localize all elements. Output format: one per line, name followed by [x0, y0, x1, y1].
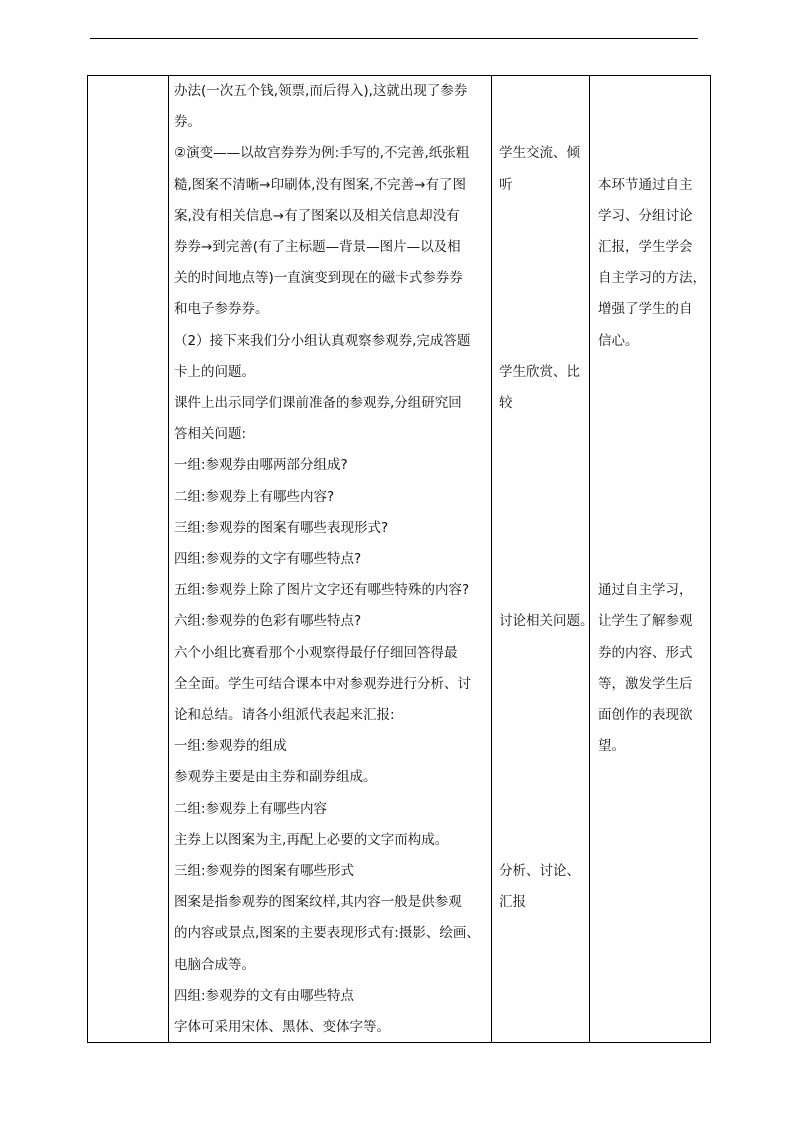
content-line: 三组:参观券的图案有哪些形式 — [174, 863, 355, 879]
content-line: 二组:参观券上有哪些内容? — [174, 488, 335, 505]
student-activity-line: 学生交流、倾 — [499, 145, 580, 162]
design-note-line: 券的内容、形式 — [598, 644, 693, 661]
content-line: 字体可采用宋体、黑体、变体字等。 — [174, 1019, 390, 1035]
design-note-line: 汇报，学生学会 — [598, 239, 693, 255]
design-note-line: 信心。 — [598, 332, 639, 349]
content-line: 六组:参观券的色彩有哪些特点? — [174, 613, 362, 630]
content-line: （2）接下来我们分小组认真观察参观券,完成答题 — [174, 332, 471, 349]
content-line: 论和总结。请各小组派代表起来汇报: — [174, 707, 395, 723]
content-line: 的内容或景点,图案的主要表现形式有:摄影、绘画、 — [174, 925, 480, 942]
header-rule — [90, 38, 698, 39]
content-line: 全全面。学生可结合课本中对参观券进行分析、讨 — [174, 675, 471, 692]
student-activity-cell — [492, 76, 594, 1043]
content-line: 三组:参观券的图案有哪些表现形式? — [174, 519, 389, 536]
content-line: 二组:参观券上有哪些内容 — [174, 800, 328, 817]
design-note-line: 通过自主学习， — [598, 582, 693, 599]
design-intent-cell — [590, 76, 711, 1043]
content-line: 四组:参观券的文字有哪些特点? — [174, 551, 362, 567]
table-row — [88, 76, 711, 1043]
student-activity-line: 学生欣赏、比 — [499, 363, 580, 380]
content-line: 参观券主要是由主券和副券组成。 — [174, 769, 377, 786]
content-line: 案,没有相关信息→有了图案以及相关信息却没有 — [174, 207, 460, 224]
design-note-line: 学习、分组讨论 — [598, 207, 693, 224]
design-note-line: 让学生了解参观 — [598, 613, 693, 630]
content-line: 课件上出示同学们课前准备的参观券,分组研究回 — [174, 395, 462, 411]
content-line: 六个小组比赛看那个小观察得最仔仔细回答得最 — [174, 644, 458, 661]
student-activity-line: 听 — [499, 176, 513, 193]
design-note-line: 望。 — [598, 738, 625, 755]
content-line: 一组:参观券的组成 — [174, 738, 287, 755]
design-note-line: 本环节通过自主 — [598, 176, 693, 193]
content-cell — [169, 76, 492, 1043]
student-activity-line: 讨论相关问题。 — [499, 613, 594, 630]
design-note-line: 自主学习的方法， — [598, 270, 706, 287]
student-activity-line: 较 — [499, 395, 513, 411]
content-line: 关的时间地点等)一直演变到现在的磁卡式参券券 — [174, 270, 463, 287]
content-line: 和电子参券券。 — [174, 301, 269, 318]
content-line: 糙,图案不清晰→印刷体,没有图案,不完善→有了图 — [174, 176, 466, 193]
lesson-plan-table — [87, 75, 711, 1043]
student-activity-line: 分析、讨论、 — [499, 863, 580, 879]
content-line: 答相关问题: — [174, 426, 247, 443]
content-line: 券。 — [174, 114, 201, 131]
content-line: 券券→到完善(有了主标题—背景—图片—以及相 — [174, 239, 461, 255]
content-line: 图案是指参观券的图案纹样,其内容一般是供参观 — [174, 894, 462, 911]
content-line: ②演变——以故宫券券为例:手写的,不完善,纸张粗 — [174, 145, 470, 162]
content-line: 五组:参观券上除了图片文字还有哪些特殊的内容? — [174, 582, 470, 599]
student-activity-line: 汇报 — [499, 894, 526, 911]
design-note-line: 等，激发学生后 — [598, 675, 693, 692]
content-line: 卡上的问题。 — [174, 363, 255, 380]
content-line: 办法(一次五个钱,领票,而后得入),这就出现了参券 — [174, 83, 468, 99]
design-note-line: 面创作的表现欲 — [598, 707, 693, 723]
content-line: 主券上以图案为主,再配上必要的文字而构成。 — [174, 831, 449, 848]
design-note-line: 增强了学生的自 — [598, 301, 693, 318]
content-line: 四组:参观券的文有由哪些特点 — [174, 987, 355, 1004]
stage-cell — [88, 76, 169, 1043]
content-line: 电脑合成等。 — [174, 956, 255, 973]
content-line: 一组:参观券由哪两部分组成? — [174, 457, 348, 474]
